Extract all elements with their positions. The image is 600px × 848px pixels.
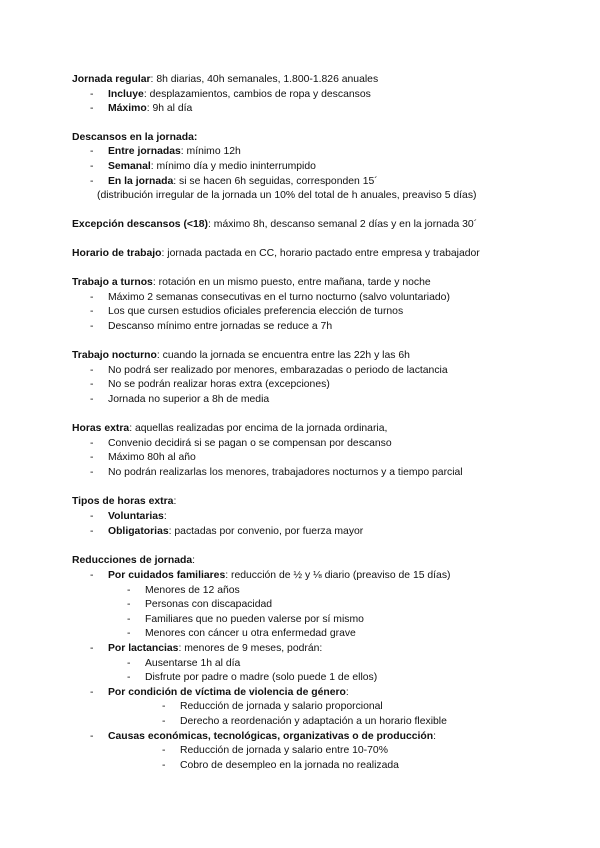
item-text: Derecho a reordenación y adaptación a un horario flexible (180, 716, 447, 727)
item-bold: Por lactancias (108, 643, 179, 654)
item-text: Máximo 80h al año (108, 452, 196, 463)
bullet-dash: - (90, 467, 94, 478)
nocturno-text: : cuando la jornada se encuentra entre las 22h y las 6h (156, 350, 410, 361)
bullet-dash: - (162, 760, 166, 771)
bullet-dash: - (90, 176, 94, 187)
bullet-dash: - (90, 511, 94, 522)
item-bold: Semanal (108, 161, 151, 172)
item-text: Convenio decidirá si se pagan o se compensan por descanso (108, 438, 392, 449)
bullet-dash: - (127, 599, 131, 610)
item-bold: Obligatorias (108, 526, 169, 537)
item-text: : si se hacen 6h seguidas, corresponden 15´ (173, 176, 378, 187)
heading-tipos: Tipos de horas extra (72, 496, 174, 507)
item-text: : reducción de ½ y ⅛ diario (preaviso de 15 días) (225, 570, 451, 581)
bullet-dash: - (90, 687, 94, 698)
item-bold: Por condición de víctima de violencia de género (108, 687, 346, 698)
bullet-dash: - (127, 614, 131, 625)
bullet-dash: - (127, 658, 131, 669)
bullet-dash: - (90, 103, 94, 114)
item-text: : (433, 731, 436, 742)
heading-turnos: Trabajo a turnos (72, 277, 153, 288)
item-bold: En la jornada (108, 176, 174, 187)
item-text: Cobro de desempleo en la jornada no realizada (180, 760, 399, 771)
tipos-text: : (173, 496, 177, 507)
item-bold: Por cuidados familiares (108, 570, 226, 581)
heading-descansos: Descansos en la jornada: (72, 132, 198, 143)
item-text: Reducción de jornada y salario proporcional (180, 701, 383, 712)
item-text: : mínimo día y medio ininterrumpido (150, 161, 316, 172)
item-text: : 9h al día (146, 103, 193, 114)
bullet-dash: - (90, 731, 94, 742)
bullet-dash: - (90, 365, 94, 376)
item-text: Jornada no superior a 8h de media (108, 394, 270, 405)
heading-excepcion: Excepción descansos (<18) (72, 219, 209, 230)
bullet-dash: - (90, 292, 94, 303)
item-text: Ausentarse 1h al día (145, 658, 241, 669)
item-text: Familiares que no pueden valerse por sí mismo (145, 614, 364, 625)
item-text: : (163, 511, 167, 522)
horas-extra-text: : aquellas realizadas por encima de la jornada ordinaria, (129, 423, 388, 434)
bullet-dash: - (90, 306, 94, 317)
item-bold: Voluntarias (108, 511, 164, 522)
item-text: : mínimo 12h (180, 146, 241, 157)
item-text: : desplazamientos, cambios de ropa y descansos (143, 89, 371, 100)
item-text: No se podrán realizar horas extra (excepciones) (108, 379, 330, 390)
item-text: Menores de 12 años (145, 585, 240, 596)
bullet-dash: - (90, 89, 94, 100)
item-text: : pactadas por convenio, por fuerza mayor (168, 526, 364, 537)
item-text: : (345, 687, 349, 698)
item-text: No podrán realizarlas los menores, trabajadores nocturnos y a tiempo parcial (108, 467, 463, 478)
heading-jornada: Jornada regular (72, 74, 151, 85)
bullet-dash: - (127, 585, 131, 596)
turnos-text: : rotación en un mismo puesto, entre mañana, tarde y noche (152, 277, 431, 288)
item-bold: Causas económicas, tecnológicas, organizativas o de producción (108, 731, 434, 742)
note-text: (distribución irregular de la jornada un 10% del total de h anuales, preaviso 5 días) (97, 190, 477, 201)
item-text: Los que cursen estudios oficiales preferencia elección de turnos (108, 306, 404, 317)
reducciones-text: : (192, 555, 195, 566)
bullet-dash: - (127, 672, 131, 683)
item-text: No podrá ser realizado por menores, embarazadas o periodo de lactancia (108, 365, 448, 376)
jornada-text: : 8h diarias, 40h semanales, 1.800-1.826 anuales (150, 74, 379, 85)
item-bold: Incluye (108, 89, 144, 100)
bullet-dash: - (90, 438, 94, 449)
bullet-dash: - (90, 526, 94, 537)
excepcion-text: : máximo 8h, descanso semanal 2 días y en la jornada 30´ (208, 219, 478, 230)
item-text: Menores con cáncer u otra enfermedad grave (145, 628, 356, 639)
bullet-dash: - (90, 570, 94, 581)
item-text: Disfrute por padre o madre (solo puede 1 de ellos) (145, 672, 378, 683)
bullet-dash: - (90, 379, 94, 390)
item-text: Máximo 2 semanas consecutivas en el turno nocturno (salvo voluntariado) (108, 292, 450, 303)
item-text: : menores de 9 meses, podrán: (178, 643, 323, 654)
bullet-dash: - (90, 321, 94, 332)
bullet-dash: - (127, 628, 131, 639)
item-bold: Máximo (108, 103, 147, 114)
item-bold: Entre jornadas (108, 146, 181, 157)
bullet-dash: - (90, 394, 94, 405)
heading-horario: Horario de trabajo (72, 248, 162, 259)
heading-horas-extra: Horas extra (72, 423, 130, 434)
bullet-dash: - (162, 701, 166, 712)
bullet-dash: - (90, 146, 94, 157)
item-text: Personas con discapacidad (145, 599, 273, 610)
item-text: Reducción de jornada y salario entre 10-70% (180, 745, 388, 756)
item-text: Descanso mínimo entre jornadas se reduce a 7h (108, 321, 333, 332)
bullet-dash: - (162, 745, 166, 756)
bullet-dash: - (90, 452, 94, 463)
bullet-dash: - (162, 716, 166, 727)
bullet-dash: - (90, 643, 94, 654)
horario-text: : jornada pactada en CC, horario pactado entre empresa y trabajador (161, 248, 480, 259)
bullet-dash: - (90, 161, 94, 172)
heading-nocturno: Trabajo nocturno (72, 350, 157, 361)
heading-reducciones: Reducciones de jornada (72, 555, 193, 566)
